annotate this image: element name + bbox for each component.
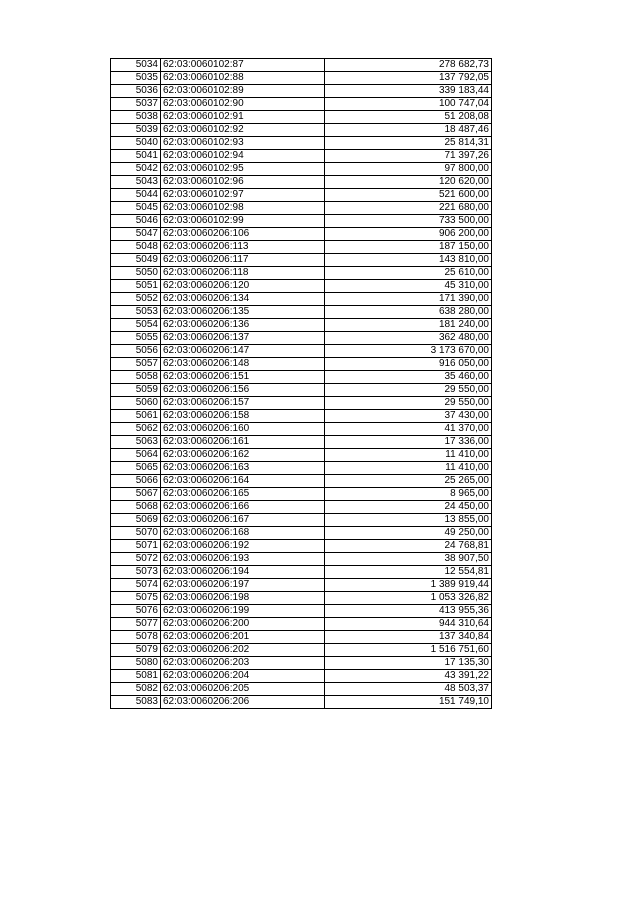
row-number-cell: 5083 <box>111 696 161 709</box>
cadastral-value-cell: 29 550,00 <box>325 397 492 410</box>
row-number-cell: 5049 <box>111 254 161 267</box>
table-row <box>111 696 492 709</box>
cadastral-number-cell: 62:03:0060102:95 <box>161 163 325 176</box>
table-row <box>111 176 492 189</box>
cadastral-value-cell: 221 680,00 <box>325 202 492 215</box>
row-number-cell: 5062 <box>111 423 161 436</box>
cadastral-number-cell: 62:03:0060206:202 <box>161 644 325 657</box>
cadastral-value-cell: 8 965,00 <box>325 488 492 501</box>
row-number-cell: 5038 <box>111 111 161 124</box>
row-number-cell: 5040 <box>111 137 161 150</box>
row-number-cell: 5082 <box>111 683 161 696</box>
cadastral-value-cell: 151 749,10 <box>325 696 492 709</box>
row-number-cell: 5071 <box>111 540 161 553</box>
row-number-cell: 5075 <box>111 592 161 605</box>
cadastral-value-cell: 24 768,81 <box>325 540 492 553</box>
cadastral-value-cell: 25 814,31 <box>325 137 492 150</box>
cadastral-number-cell: 62:03:0060206:157 <box>161 397 325 410</box>
table-row <box>111 85 492 98</box>
row-number-cell: 5067 <box>111 488 161 501</box>
table-row <box>111 371 492 384</box>
cadastral-value-cell: 120 620,00 <box>325 176 492 189</box>
table-row <box>111 150 492 163</box>
cadastral-value-cell: 413 955,36 <box>325 605 492 618</box>
cadastral-value-cell: 48 503,37 <box>325 683 492 696</box>
row-number-cell: 5060 <box>111 397 161 410</box>
cadastral-value-cell: 37 430,00 <box>325 410 492 423</box>
table-row <box>111 254 492 267</box>
cadastral-value-cell: 137 792,05 <box>325 72 492 85</box>
row-number-cell: 5037 <box>111 98 161 111</box>
cadastral-value-cell: 12 554,81 <box>325 566 492 579</box>
row-number-cell: 5044 <box>111 189 161 202</box>
cadastral-number-cell: 62:03:0060102:97 <box>161 189 325 202</box>
row-number-cell: 5046 <box>111 215 161 228</box>
table-row <box>111 410 492 423</box>
cadastral-number-cell: 62:03:0060206:156 <box>161 384 325 397</box>
cadastral-number-cell: 62:03:0060206:113 <box>161 241 325 254</box>
cadastral-number-cell: 62:03:0060206:200 <box>161 618 325 631</box>
row-number-cell: 5059 <box>111 384 161 397</box>
row-number-cell: 5048 <box>111 241 161 254</box>
row-number-cell: 5058 <box>111 371 161 384</box>
cadastral-number-cell: 62:03:0060206:167 <box>161 514 325 527</box>
cadastral-number-cell: 62:03:0060206:204 <box>161 670 325 683</box>
cadastral-number-cell: 62:03:0060206:199 <box>161 605 325 618</box>
table-row <box>111 527 492 540</box>
cadastral-value-cell: 137 340,84 <box>325 631 492 644</box>
row-number-cell: 5047 <box>111 228 161 241</box>
cadastral-number-cell: 62:03:0060102:88 <box>161 72 325 85</box>
row-number-cell: 5068 <box>111 501 161 514</box>
cadastral-value-cell: 3 173 670,00 <box>325 345 492 358</box>
table-row <box>111 644 492 657</box>
cadastral-number-cell: 62:03:0060206:120 <box>161 280 325 293</box>
table-row <box>111 72 492 85</box>
row-number-cell: 5043 <box>111 176 161 189</box>
cadastral-value-cell: 41 370,00 <box>325 423 492 436</box>
table-row <box>111 59 492 72</box>
cadastral-number-cell: 62:03:0060206:134 <box>161 293 325 306</box>
cadastral-number-cell: 62:03:0060206:192 <box>161 540 325 553</box>
cadastral-number-cell: 62:03:0060206:164 <box>161 475 325 488</box>
cadastral-value-cell: 362 480,00 <box>325 332 492 345</box>
table-row <box>111 163 492 176</box>
cadastral-value-cell: 38 907,50 <box>325 553 492 566</box>
table-row <box>111 579 492 592</box>
cadastral-number-cell: 62:03:0060206:163 <box>161 462 325 475</box>
cadastral-number-cell: 62:03:0060102:89 <box>161 85 325 98</box>
cadastral-value-cell: 45 310,00 <box>325 280 492 293</box>
table-row <box>111 566 492 579</box>
table-row <box>111 267 492 280</box>
row-number-cell: 5078 <box>111 631 161 644</box>
cadastral-number-cell: 62:03:0060102:93 <box>161 137 325 150</box>
table-body <box>111 59 492 709</box>
cadastral-value-cell: 916 050,00 <box>325 358 492 371</box>
table-row <box>111 488 492 501</box>
table-row <box>111 657 492 670</box>
table-row <box>111 189 492 202</box>
table-row <box>111 540 492 553</box>
table-row <box>111 462 492 475</box>
table-row <box>111 332 492 345</box>
row-number-cell: 5050 <box>111 267 161 280</box>
cadastral-number-cell: 62:03:0060206:198 <box>161 592 325 605</box>
row-number-cell: 5079 <box>111 644 161 657</box>
table-row <box>111 137 492 150</box>
table-row <box>111 358 492 371</box>
table-row <box>111 397 492 410</box>
row-number-cell: 5041 <box>111 150 161 163</box>
cadastral-number-cell: 62:03:0060102:96 <box>161 176 325 189</box>
cadastral-number-cell: 62:03:0060206:160 <box>161 423 325 436</box>
cadastral-number-cell: 62:03:0060206:161 <box>161 436 325 449</box>
table-row <box>111 215 492 228</box>
table-row <box>111 514 492 527</box>
cadastral-value-cell: 187 150,00 <box>325 241 492 254</box>
row-number-cell: 5072 <box>111 553 161 566</box>
cadastral-number-cell: 62:03:0060206:194 <box>161 566 325 579</box>
cadastral-value-cell: 17 336,00 <box>325 436 492 449</box>
table-row <box>111 280 492 293</box>
table-row <box>111 202 492 215</box>
row-number-cell: 5035 <box>111 72 161 85</box>
cadastral-value-cell: 171 390,00 <box>325 293 492 306</box>
cadastral-value-cell: 733 500,00 <box>325 215 492 228</box>
cadastral-number-cell: 62:03:0060206:106 <box>161 228 325 241</box>
cadastral-value-cell: 25 265,00 <box>325 475 492 488</box>
cadastral-value-cell: 97 800,00 <box>325 163 492 176</box>
table-row <box>111 306 492 319</box>
cadastral-number-cell: 62:03:0060206:168 <box>161 527 325 540</box>
table-row <box>111 631 492 644</box>
cadastral-number-cell: 62:03:0060206:201 <box>161 631 325 644</box>
cadastral-value-cell: 29 550,00 <box>325 384 492 397</box>
row-number-cell: 5069 <box>111 514 161 527</box>
table-row <box>111 228 492 241</box>
row-number-cell: 5055 <box>111 332 161 345</box>
cadastral-number-cell: 62:03:0060206:193 <box>161 553 325 566</box>
cadastral-number-cell: 62:03:0060206:136 <box>161 319 325 332</box>
cadastral-value-cell: 143 810,00 <box>325 254 492 267</box>
cadastral-number-cell: 62:03:0060206:206 <box>161 696 325 709</box>
row-number-cell: 5065 <box>111 462 161 475</box>
table-row <box>111 553 492 566</box>
cadastral-number-cell: 62:03:0060206:137 <box>161 332 325 345</box>
table-row <box>111 98 492 111</box>
cadastral-value-cell: 49 250,00 <box>325 527 492 540</box>
cadastral-value-cell: 1 389 919,44 <box>325 579 492 592</box>
table-row <box>111 111 492 124</box>
row-number-cell: 5053 <box>111 306 161 319</box>
cadastral-value-cell: 35 460,00 <box>325 371 492 384</box>
cadastral-value-cell: 1 516 751,60 <box>325 644 492 657</box>
row-number-cell: 5051 <box>111 280 161 293</box>
cadastral-number-cell: 62:03:0060206:151 <box>161 371 325 384</box>
table-row <box>111 293 492 306</box>
table-row <box>111 501 492 514</box>
cadastral-value-cell: 181 240,00 <box>325 319 492 332</box>
cadastral-number-cell: 62:03:0060102:98 <box>161 202 325 215</box>
cadastral-value-cell: 17 135,30 <box>325 657 492 670</box>
row-number-cell: 5081 <box>111 670 161 683</box>
cadastral-value-cell: 638 280,00 <box>325 306 492 319</box>
cadastral-value-cell: 944 310,64 <box>325 618 492 631</box>
cadastral-number-cell: 62:03:0060206:203 <box>161 657 325 670</box>
row-number-cell: 5042 <box>111 163 161 176</box>
row-number-cell: 5074 <box>111 579 161 592</box>
cadastral-number-cell: 62:03:0060206:147 <box>161 345 325 358</box>
cadastral-value-cell: 1 053 326,82 <box>325 592 492 605</box>
cadastral-value-cell: 24 450,00 <box>325 501 492 514</box>
cadastral-number-cell: 62:03:0060206:197 <box>161 579 325 592</box>
cadastral-value-cell: 100 747,04 <box>325 98 492 111</box>
cadastral-number-cell: 62:03:0060102:91 <box>161 111 325 124</box>
cadastral-value-table <box>110 58 492 709</box>
row-number-cell: 5076 <box>111 605 161 618</box>
cadastral-number-cell: 62:03:0060206:165 <box>161 488 325 501</box>
table-row <box>111 449 492 462</box>
table-row <box>111 436 492 449</box>
table-row <box>111 683 492 696</box>
cadastral-number-cell: 62:03:0060102:92 <box>161 124 325 137</box>
table-row <box>111 475 492 488</box>
cadastral-value-cell: 71 397,26 <box>325 150 492 163</box>
table-row <box>111 592 492 605</box>
cadastral-number-cell: 62:03:0060102:94 <box>161 150 325 163</box>
cadastral-number-cell: 62:03:0060102:99 <box>161 215 325 228</box>
row-number-cell: 5054 <box>111 319 161 332</box>
cadastral-value-cell: 25 610,00 <box>325 267 492 280</box>
table-row <box>111 423 492 436</box>
cadastral-value-cell: 13 855,00 <box>325 514 492 527</box>
row-number-cell: 5063 <box>111 436 161 449</box>
cadastral-value-cell: 51 208,08 <box>325 111 492 124</box>
cadastral-number-cell: 62:03:0060206:148 <box>161 358 325 371</box>
cadastral-number-cell: 62:03:0060206:117 <box>161 254 325 267</box>
table-row <box>111 384 492 397</box>
row-number-cell: 5034 <box>111 59 161 72</box>
cadastral-number-cell: 62:03:0060206:162 <box>161 449 325 462</box>
table-row <box>111 124 492 137</box>
table-row <box>111 241 492 254</box>
cadastral-number-cell: 62:03:0060206:158 <box>161 410 325 423</box>
row-number-cell: 5077 <box>111 618 161 631</box>
row-number-cell: 5070 <box>111 527 161 540</box>
cadastral-number-cell: 62:03:0060206:205 <box>161 683 325 696</box>
row-number-cell: 5036 <box>111 85 161 98</box>
table-row <box>111 319 492 332</box>
table-row <box>111 605 492 618</box>
cadastral-value-cell: 43 391,22 <box>325 670 492 683</box>
row-number-cell: 5061 <box>111 410 161 423</box>
row-number-cell: 5057 <box>111 358 161 371</box>
cadastral-number-cell: 62:03:0060206:135 <box>161 306 325 319</box>
table-row <box>111 670 492 683</box>
cadastral-number-cell: 62:03:0060206:166 <box>161 501 325 514</box>
cadastral-number-cell: 62:03:0060102:90 <box>161 98 325 111</box>
row-number-cell: 5064 <box>111 449 161 462</box>
row-number-cell: 5056 <box>111 345 161 358</box>
cadastral-value-cell: 18 487,46 <box>325 124 492 137</box>
row-number-cell: 5052 <box>111 293 161 306</box>
cadastral-value-cell: 278 682,73 <box>325 59 492 72</box>
row-number-cell: 5066 <box>111 475 161 488</box>
cadastral-value-cell: 11 410,00 <box>325 462 492 475</box>
row-number-cell: 5080 <box>111 657 161 670</box>
row-number-cell: 5039 <box>111 124 161 137</box>
cadastral-value-cell: 11 410,00 <box>325 449 492 462</box>
cadastral-number-cell: 62:03:0060102:87 <box>161 59 325 72</box>
cadastral-number-cell: 62:03:0060206:118 <box>161 267 325 280</box>
cadastral-value-cell: 339 183,44 <box>325 85 492 98</box>
row-number-cell: 5045 <box>111 202 161 215</box>
table-row <box>111 618 492 631</box>
table-row <box>111 345 492 358</box>
cadastral-value-cell: 906 200,00 <box>325 228 492 241</box>
cadastral-value-cell: 521 600,00 <box>325 189 492 202</box>
row-number-cell: 5073 <box>111 566 161 579</box>
